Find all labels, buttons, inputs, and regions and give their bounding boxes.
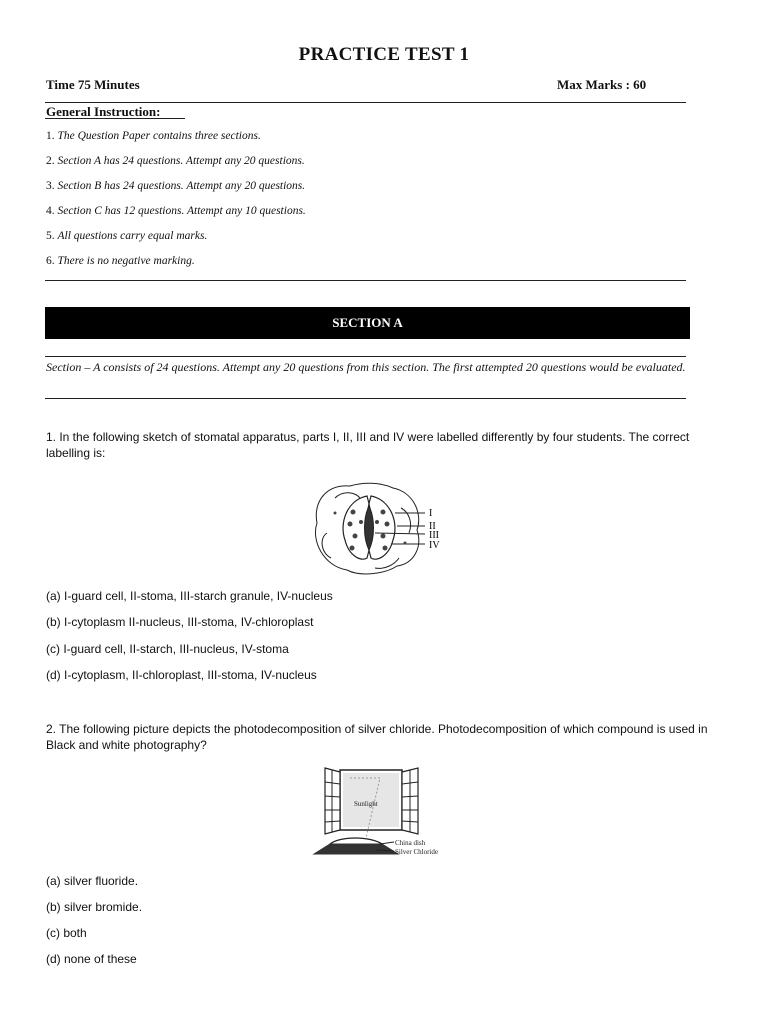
instruction-item: 1. The Question Paper contains three sections. xyxy=(46,130,261,142)
instruction-item: 6. There is no negative marking. xyxy=(46,255,195,267)
instruction-item: 3. Section B has 24 questions. Attempt any 20 questions. xyxy=(46,180,306,192)
heading-underline xyxy=(45,118,185,119)
option-b: (b) silver bromide. xyxy=(46,900,143,914)
section-header: SECTION A xyxy=(45,307,690,339)
option-b: (b) I-cytoplasm II-nucleus, III-stoma, IV-chloroplast xyxy=(46,615,314,629)
question-1-text: 1. In the following sketch of stomatal apparatus, parts I, II, III and IV were labelled differently by four students. The correct labelling is: xyxy=(46,430,690,460)
question-2-text: 2. The following picture depicts the photodecomposition of silver chloride. Photodecomposition of which compound is used in Black and white photography? xyxy=(46,722,708,752)
figure-label: III xyxy=(429,530,439,541)
instruction-item: 4. Section C has 12 questions. Attempt any 10 questions. xyxy=(46,205,306,217)
option-c: (c) both xyxy=(46,926,87,940)
divider xyxy=(45,398,686,399)
option-d: (d) I-cytoplasm, II-chloroplast, III-stoma, IV-nucleus xyxy=(46,668,317,682)
time-label: Time 75 Minutes xyxy=(46,77,140,92)
option-a: (a) silver fluoride. xyxy=(46,874,139,888)
option-c: (c) I-guard cell, II-starch, III-nucleus, IV-stoma xyxy=(46,642,289,656)
figure-label: IV xyxy=(429,540,440,551)
figure-label: I xyxy=(429,508,433,519)
max-marks-label: Max Marks : 60 xyxy=(557,77,647,92)
instruction-item: 5. All questions carry equal marks. xyxy=(46,230,208,242)
figure-label: II xyxy=(429,521,436,532)
figure-label: China dish xyxy=(395,839,426,847)
figure-label: Silver Chloride xyxy=(395,848,438,856)
instruction-item: 2. Section A has 24 questions. Attempt any 20 questions. xyxy=(46,155,305,167)
option-a: (a) I-guard cell, II-stoma, III-starch granule, IV-nucleus xyxy=(46,589,333,603)
divider xyxy=(45,280,686,281)
divider xyxy=(45,102,686,103)
divider xyxy=(45,356,686,357)
option-d: (d) none of these xyxy=(46,952,137,966)
page-title: PRACTICE TEST 1 xyxy=(298,44,470,65)
stomata-figure xyxy=(305,478,465,578)
photodecomposition-figure xyxy=(310,766,460,858)
general-instruction-heading: General Instruction: xyxy=(46,104,161,119)
section-note: Section – A consists of 24 questions. Attempt any 20 questions from this section. The first attempted 20 questions would be evaluated. xyxy=(46,360,686,374)
figure-label: Sunlight xyxy=(354,800,378,808)
